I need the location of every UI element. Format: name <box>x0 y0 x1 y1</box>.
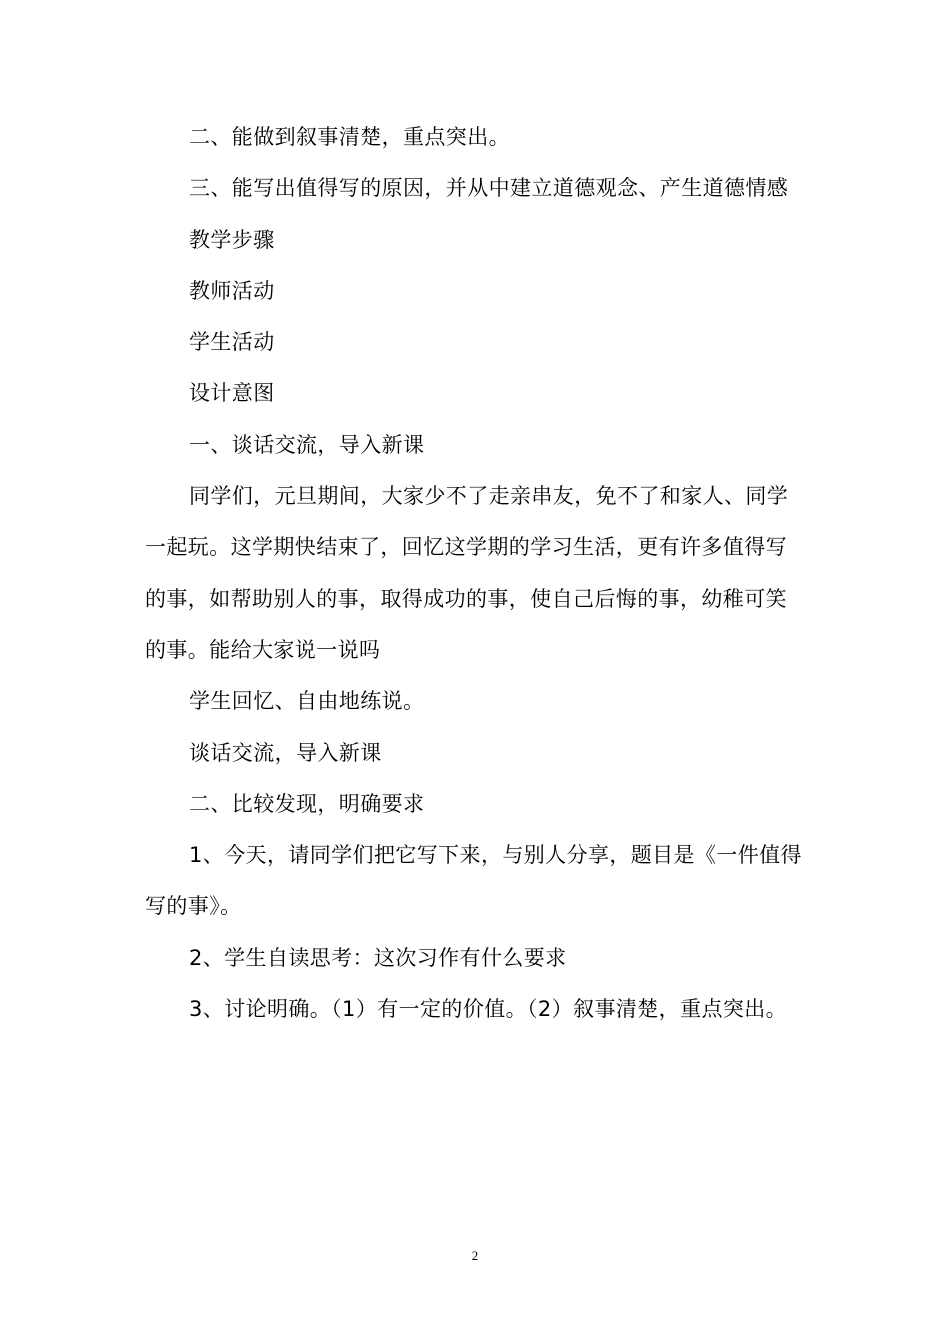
paragraph: 3、讨论明确。（1）有一定的价值。（2）叙事清楚，重点突出。 <box>189 997 788 1022</box>
paragraph: 1、今天，请同学们把它写下来，与别人分享，题目是《一件值得写的事》。 <box>145 843 802 919</box>
page-number: 2 <box>471 1248 479 1263</box>
paragraph: 学生活动 <box>189 330 275 355</box>
paragraph: 学生回忆、自由地练说。 <box>189 689 425 714</box>
paragraph: 二、能做到叙事清楚，重点突出。 <box>189 125 510 149</box>
paragraph: 三、能写出值得写的原因，并从中建立道德观念、产生道德情感 <box>189 176 789 201</box>
paragraph: 二、比较发现，明确要求 <box>189 791 425 816</box>
paragraph: 同学们，元旦期间，大家少不了走亲串友，免不了和家人、同学一起玩。这学期快结束了，回忆这学期的学习生活，更有许多值得写的事，如帮助别人的事，取得成功的事，使自己后悔的事，幼稚可笑的事。能给大家说一说吗 <box>145 484 789 662</box>
paragraph: 2、学生自读思考：这次习作有什么要求 <box>189 945 567 970</box>
paragraph: 一、谈话交流，导入新课 <box>189 432 425 457</box>
paragraph: 谈话交流，导入新课 <box>189 740 382 765</box>
paragraph: 设计意图 <box>189 381 275 406</box>
document-body <box>145 112 805 1035</box>
paragraph: 教学步骤 <box>189 227 275 252</box>
paragraph: 教师活动 <box>189 278 275 303</box>
